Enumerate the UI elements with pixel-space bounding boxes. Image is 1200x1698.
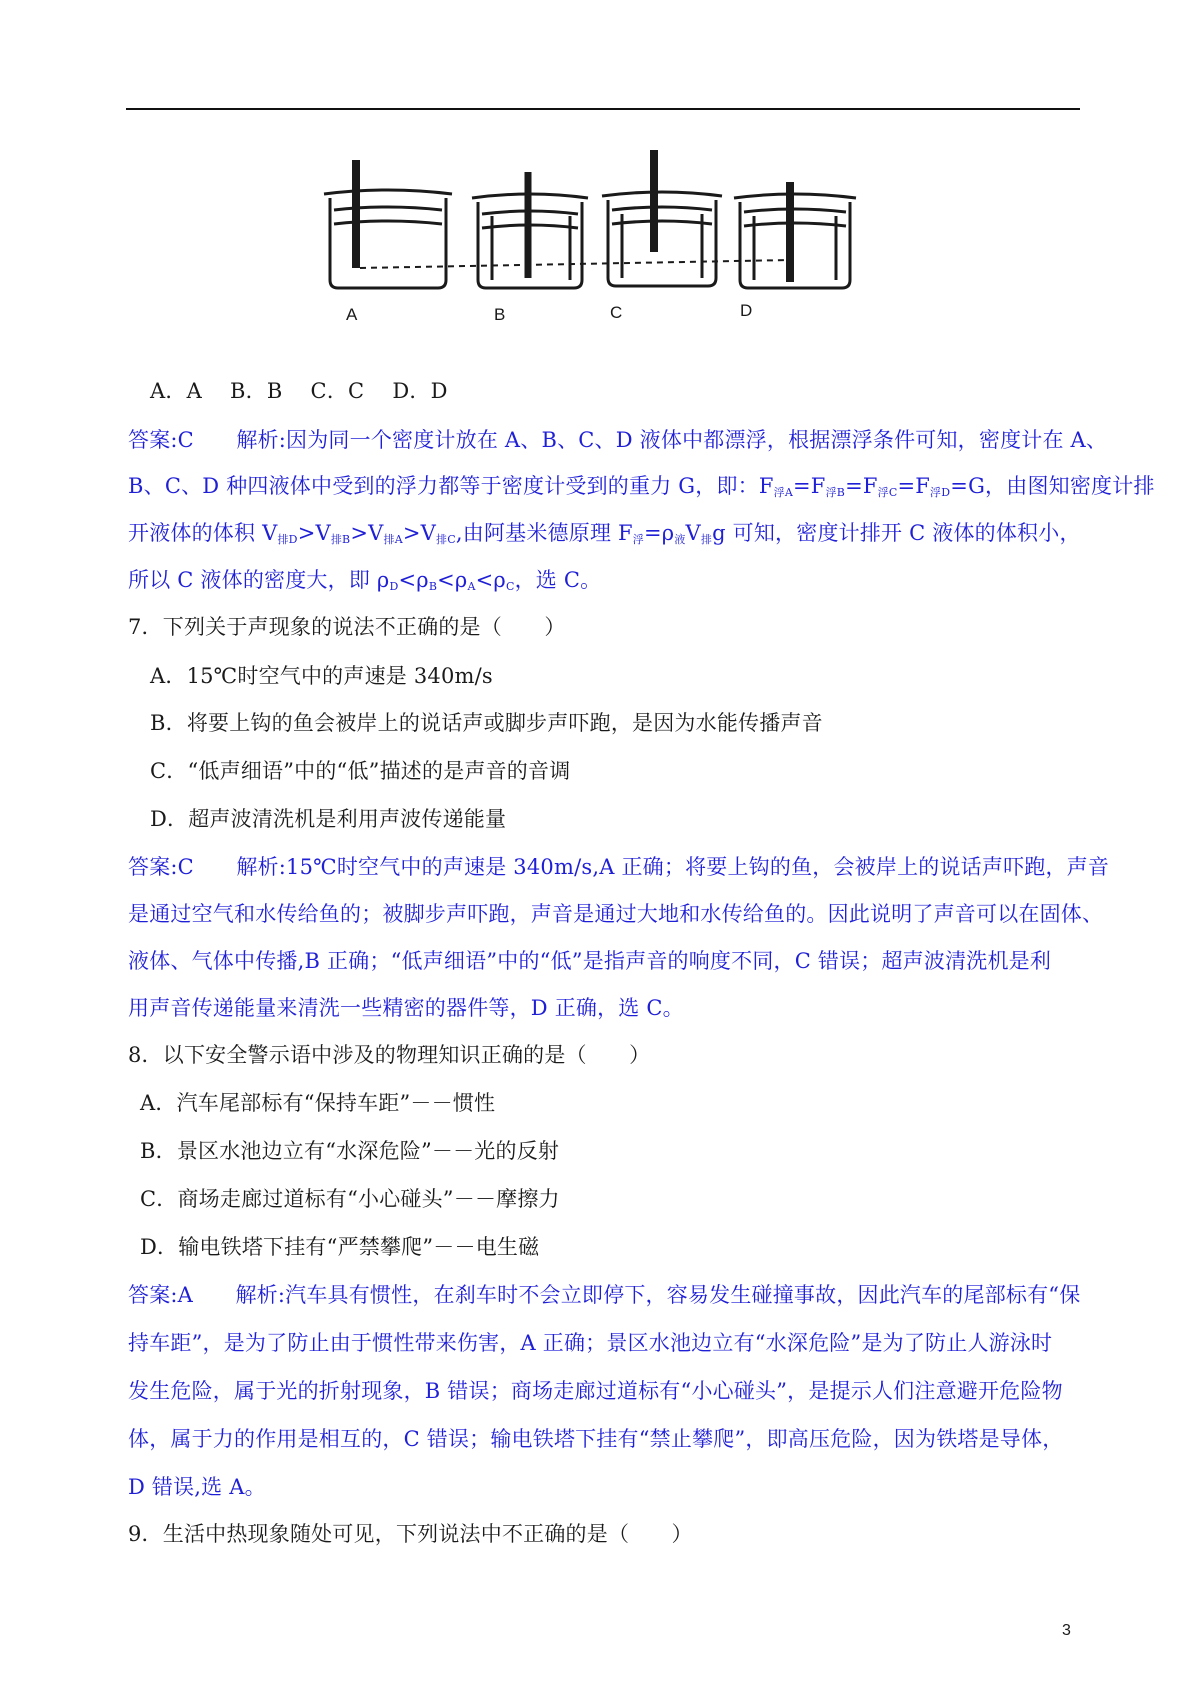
dashed-level-line (360, 260, 790, 268)
q7-option-a: A．15℃时空气中的声速是 340m/s (150, 664, 493, 688)
q8-answer-line-3: 发生危险，属于光的折射现象，B 错误；商场走廊过道标有“小心碰头”，是提示人们注意避开危险物 (128, 1379, 1063, 1403)
beaker-b (472, 172, 588, 288)
q7-question: 7．下列关于声现象的说法不正确的是（ ） (128, 615, 566, 639)
q8-question: 8．以下安全警示语中涉及的物理知识正确的是（ ） (128, 1043, 651, 1067)
q6-options: A．A B．B C．C D．D (150, 379, 448, 403)
q7-answer-line-2: 是通过空气和水传给鱼的；被脚步声吓跑，声音是通过大地和水传给鱼的。因此说明了声音可以在固体、 (128, 902, 1104, 926)
q7-answer-line-1: 答案:C 解析:15℃时空气中的声速是 340m/s,A 正确；将要上钩的鱼，会被岸上的说话声吓跑，声音 (128, 855, 1110, 879)
q6-answer-line-4: 所以 C 液体的密度大，即 $\rho_D<\rho_B<\rho_A<\rho_C$，选 C。 (128, 568, 602, 593)
q9-question: 9．生活中热现象随处可见，下列说法中不正确的是（ ） (128, 1522, 693, 1546)
q8-option-b: B．景区水池边立有“水深危险”－－光的反射 (140, 1139, 560, 1163)
q8-option-c: C．商场走廊过道标有“小心碰头”－－摩擦力 (140, 1187, 560, 1211)
q8-option-d: D．输电铁塔下挂有“严禁攀爬”－－电生磁 (140, 1235, 540, 1259)
beaker-d (734, 182, 856, 288)
q8-answer-line-5: D 错误,选 A。 (128, 1475, 266, 1499)
beaker-a (324, 160, 452, 288)
q8-option-a: A．汽车尾部标有“保持车距”－－惯性 (140, 1091, 496, 1115)
page-number: 3 (1062, 1622, 1071, 1639)
q7-option-b: B．将要上钩的鱼会被岸上的说话声或脚步声吓跑，是因为水能传播声音 (150, 711, 823, 735)
q7-option-d: D．超声波清洗机是利用声波传递能量 (150, 807, 507, 831)
hydrometer-figure (320, 150, 880, 360)
label-a: A (346, 305, 358, 324)
q8-answer-line-1: 答案:A 解析:汽车具有惯性，在刹车时不会立即停下，容易发生碰撞事故，因此汽车的尾部标有“保 (128, 1283, 1081, 1307)
q6-answer-line-2: B、C、D 种四液体中受到的浮力都等于密度计受到的重力 G，即：$F_{浮A}=F_{浮B}=F_{浮C}=F_{浮D}=G$，由图知密度计排 (128, 474, 1155, 499)
q6-answer-line-3: 开液体的体积 $V_{排D}>V_{排B}>V_{排A}>V_{排C}$,由阿基米德原理 $F_浮=\rho_液V_排g$ 可知，密度计排开 C 液体的体积小， (128, 521, 1081, 546)
header-rule (126, 108, 1080, 110)
label-c: C (610, 303, 623, 322)
q8-answer-line-2: 持车距”，是为了防止由于惯性带来伤害，A 正确；景区水池边立有“水深危险”是为了防止人游泳时 (128, 1331, 1053, 1355)
label-b: B (494, 305, 506, 324)
q6-answer-line-1: 答案:C 解析:因为同一个密度计放在 A、B、C、D 液体中都漂浮，根据漂浮条件可知，密度计在 A、 (128, 428, 1108, 452)
beaker-c (602, 150, 722, 286)
q7-answer-line-3: 液体、气体中传播,B 正确；“低声细语”中的“低”是指声音的响度不同，C 错误；超声波清洗机是利 (128, 949, 1052, 973)
beakers-diagram (320, 150, 880, 360)
q7-answer-line-4: 用声音传递能量来清洗一些精密的器件等，D 正确，选 C。 (128, 996, 684, 1020)
q7-option-c: C．“低声细语”中的“低”描述的是声音的音调 (150, 759, 571, 783)
label-d: D (740, 301, 753, 320)
q8-answer-line-4: 体，属于力的作用是相互的，C 错误；输电铁塔下挂有“禁止攀爬”，即高压危险，因为铁塔是导体， (128, 1427, 1064, 1451)
